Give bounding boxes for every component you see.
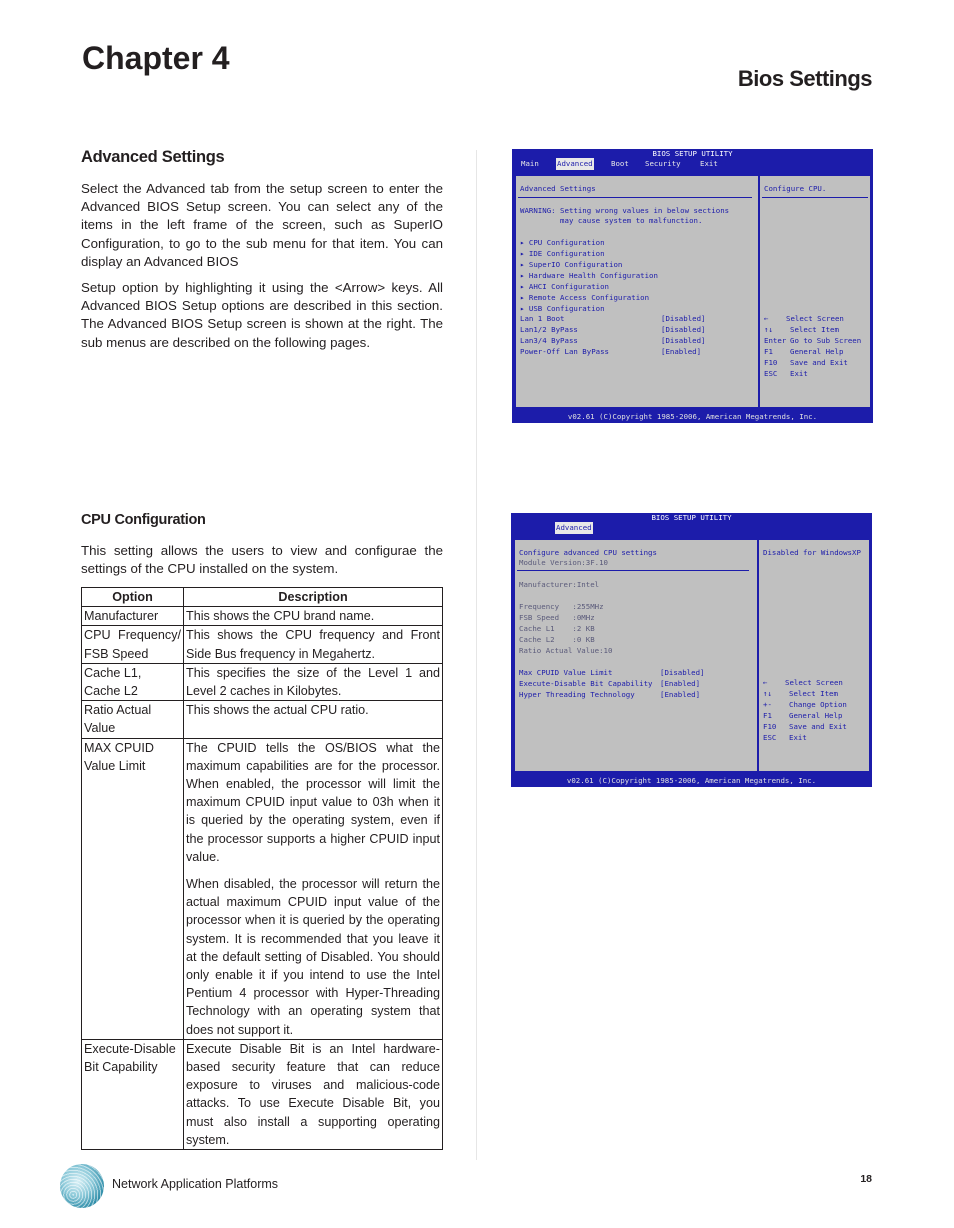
bios-key-name: Enter bbox=[764, 336, 787, 345]
bios-setting-name[interactable]: Lan1/2 ByPass bbox=[520, 325, 578, 334]
advanced-settings-heading: Advanced Settings bbox=[81, 148, 225, 166]
bios-setting-name[interactable]: Lan 1 Boot bbox=[520, 314, 565, 323]
option-cell: MAX CPUID Value Limit bbox=[82, 738, 184, 1039]
table-row bbox=[82, 1039, 443, 1149]
bios-key-desc: Exit bbox=[790, 369, 808, 378]
option-cell: Execute-Disable Bit Capability bbox=[82, 1039, 184, 1149]
bios-key-name: ↑↓ bbox=[764, 325, 773, 334]
bios-menu-boot[interactable]: Boot bbox=[611, 159, 629, 168]
bios-separator bbox=[518, 197, 752, 198]
option-cell: Manufacturer bbox=[82, 607, 184, 626]
company-logo-icon bbox=[60, 1164, 104, 1208]
bios-setting-name[interactable]: Max CPUID Value Limit bbox=[519, 668, 613, 677]
option-cell: Ratio Actual Value bbox=[82, 701, 184, 738]
bios-footer: v02.61 (C)Copyright 1985-2006, American Megatrends, Inc. bbox=[511, 775, 872, 787]
bios-setting-value[interactable]: [Enabled] bbox=[660, 690, 701, 699]
bios-key-desc: General Help bbox=[789, 711, 843, 720]
bios-submenu-item[interactable]: ▸ SuperIO Configuration bbox=[520, 260, 623, 269]
bios-key-desc: Select Screen bbox=[785, 678, 843, 687]
bios-key-name: ↑↓ bbox=[763, 689, 772, 698]
bios-module-version: Module Version:3F.10 bbox=[519, 558, 608, 567]
bios-menubar bbox=[512, 158, 873, 170]
bios-warning-line-1: WARNING: Setting wrong values in below sections bbox=[520, 206, 730, 215]
bios-menu-advanced[interactable]: Advanced bbox=[557, 159, 593, 168]
bios-panel-title: Configure advanced CPU settings bbox=[519, 548, 657, 557]
bios-warning-line-2: may cause system to malfunction. bbox=[520, 216, 703, 225]
section-title: Bios Settings bbox=[737, 66, 872, 91]
bios-header: BIOS SETUP UTILITY bbox=[512, 149, 873, 158]
column-divider bbox=[476, 150, 477, 1160]
bios-help-text: Configure CPU. bbox=[764, 184, 827, 193]
bios-setting-name[interactable]: Execute-Disable Bit Capability bbox=[519, 679, 653, 688]
advanced-paragraph-1: Select the Advanced tab from the setup screen to enter the Advanced BIOS Setup screen. You can select any of the items in the left frame of the screen, such as SuperIO Configuration, to go to the sub menu for that item. You can display an Advanced BIOS bbox=[81, 181, 443, 269]
bios-submenu-item[interactable]: ▸ Remote Access Configuration bbox=[520, 293, 650, 302]
advanced-paragraph-2: Setup option by highlighting it using the <Arrow> keys. All Advanced BIOS Setup options are described in this section. The Advanced BIOS Setup screen is shown at the right. The sub menus are described on the following pages. bbox=[81, 280, 443, 350]
bios-setting-value[interactable]: [Enabled] bbox=[660, 679, 701, 688]
bios-setting-name[interactable]: Lan3/4 ByPass bbox=[520, 336, 578, 345]
bios-menubar bbox=[511, 522, 872, 534]
table-row bbox=[82, 738, 443, 1039]
bios-menu-main[interactable]: Main bbox=[521, 159, 539, 168]
cpu-options-table bbox=[81, 587, 443, 1150]
bios-key-desc: Select Item bbox=[789, 689, 838, 698]
bios-key-name: F1 bbox=[764, 347, 773, 356]
bios-key-desc: Select Item bbox=[790, 325, 839, 334]
description-cell: This shows the CPU brand name. bbox=[184, 607, 443, 626]
bios-setting-value[interactable]: [Enabled] bbox=[661, 347, 702, 356]
bios-setting-value[interactable]: [Disabled] bbox=[661, 336, 706, 345]
description-cell: This specifies the size of the Level 1 and Level 2 caches in Kilobytes. bbox=[184, 663, 443, 700]
bios-key-name: F1 bbox=[763, 711, 772, 720]
bios-key-name: F10 bbox=[764, 358, 778, 367]
bios-menu-advanced[interactable]: Advanced bbox=[556, 523, 592, 532]
bios-key-desc: Change Option bbox=[789, 700, 847, 709]
bios-cpu-config-screenshot bbox=[511, 513, 872, 787]
bios-info-line: FSB Speed :0MHz bbox=[519, 613, 595, 622]
description-cell bbox=[184, 738, 443, 1039]
bios-key-desc: Exit bbox=[789, 733, 807, 742]
table-header-option: Option bbox=[82, 588, 184, 607]
bios-menu-security[interactable]: Security bbox=[645, 159, 681, 168]
bios-submenu-item[interactable]: ▸ CPU Configuration bbox=[520, 238, 605, 247]
table-row bbox=[82, 701, 443, 738]
bios-setting-value[interactable]: [Disabled] bbox=[660, 668, 705, 677]
bios-setting-value[interactable]: [Disabled] bbox=[661, 314, 706, 323]
bios-submenu-item[interactable]: ▸ AHCI Configuration bbox=[520, 282, 609, 291]
bios-key-desc: Save and Exit bbox=[790, 358, 848, 367]
bios-menu-exit[interactable]: Exit bbox=[700, 159, 718, 168]
bios-help-separator bbox=[762, 197, 868, 198]
bios-submenu-item[interactable]: ▸ Hardware Health Configuration bbox=[520, 271, 658, 280]
page-number: 18 bbox=[860, 1173, 872, 1185]
bios-key-desc: Go to Sub Screen bbox=[790, 336, 862, 345]
bios-info-line: Cache L1 :2 KB bbox=[519, 624, 595, 633]
bios-key-name: ← bbox=[764, 314, 769, 323]
bios-setting-name[interactable]: Hyper Threading Technology bbox=[519, 690, 635, 699]
option-cell: Cache L1, Cache L2 bbox=[82, 663, 184, 700]
bios-advanced-screenshot bbox=[512, 149, 873, 423]
description-cell: This shows the CPU frequency and Front Side Bus frequency in Megahertz. bbox=[184, 626, 443, 663]
bios-info-line: Frequency :255MHz bbox=[519, 602, 604, 611]
bios-key-name: ← bbox=[763, 678, 768, 687]
description-paragraph: When disabled, the processor will return the actual maximum CPUID input value of the processor when it is queried by the operating system. It is recommended that you leave it at the default setting of Disabled. You should only enable it if you intend to use the Intel Pentium 4 processor with Hyper-Threading Technology with an operating system that does not support it. bbox=[186, 877, 440, 1037]
bios-key-name: F10 bbox=[763, 722, 777, 731]
bios-panel-title: Advanced Settings bbox=[520, 184, 596, 193]
table-header-description: Description bbox=[184, 588, 443, 607]
bios-separator bbox=[517, 570, 749, 571]
table-row bbox=[82, 663, 443, 700]
footer-text: Network Application Platforms bbox=[112, 1177, 279, 1191]
chapter-title: Chapter 4 bbox=[82, 40, 230, 76]
table-row bbox=[82, 626, 443, 663]
bios-key-desc: Select Screen bbox=[786, 314, 844, 323]
cpu-config-heading: CPU Configuration bbox=[81, 512, 206, 528]
description-paragraph: The CPUID tells the OS/BIOS what the maximum capabilities are for the processor. When enabled, the processor will limit the maximum CPUID input value to 03h when it is queried by the operating system, even if the processor supports a higher CPUID input value. bbox=[186, 740, 440, 864]
bios-help-text: Disabled for WindowsXP bbox=[763, 548, 861, 557]
bios-header: BIOS SETUP UTILITY bbox=[511, 513, 872, 522]
bios-key-desc: General Help bbox=[790, 347, 844, 356]
bios-key-desc: Save and Exit bbox=[789, 722, 847, 731]
option-cell: CPU Frequency/ FSB Speed bbox=[82, 626, 184, 663]
bios-footer: v02.61 (C)Copyright 1985-2006, American Megatrends, Inc. bbox=[512, 411, 873, 423]
cpu-config-paragraph: This setting allows the users to view and configurae the settings of the CPU installed on the system. bbox=[81, 543, 443, 577]
bios-info-line: Cache L2 :0 KB bbox=[519, 635, 595, 644]
bios-left-frame bbox=[514, 539, 758, 772]
bios-submenu-item[interactable]: ▸ USB Configuration bbox=[520, 304, 605, 313]
description-cell: Execute Disable Bit is an Intel hardware-based security feature that can reduce exposure to viruses and malicious-code attacks. To use Execute Disable Bit, you must also install a supporting operating system. bbox=[184, 1039, 443, 1149]
description-cell: This shows the actual CPU ratio. bbox=[184, 701, 443, 738]
bios-key-name: +- bbox=[763, 700, 772, 709]
bios-submenu-item[interactable]: ▸ IDE Configuration bbox=[520, 249, 605, 258]
bios-key-name: ESC bbox=[764, 369, 778, 378]
bios-info-line: Manufacturer:Intel bbox=[519, 580, 600, 589]
bios-info-line: Ratio Actual Value:10 bbox=[519, 646, 613, 655]
table-row bbox=[82, 607, 443, 626]
bios-key-name: ESC bbox=[763, 733, 777, 742]
bios-setting-value[interactable]: [Disabled] bbox=[661, 325, 706, 334]
bios-setting-name[interactable]: Power-Off Lan ByPass bbox=[520, 347, 609, 356]
